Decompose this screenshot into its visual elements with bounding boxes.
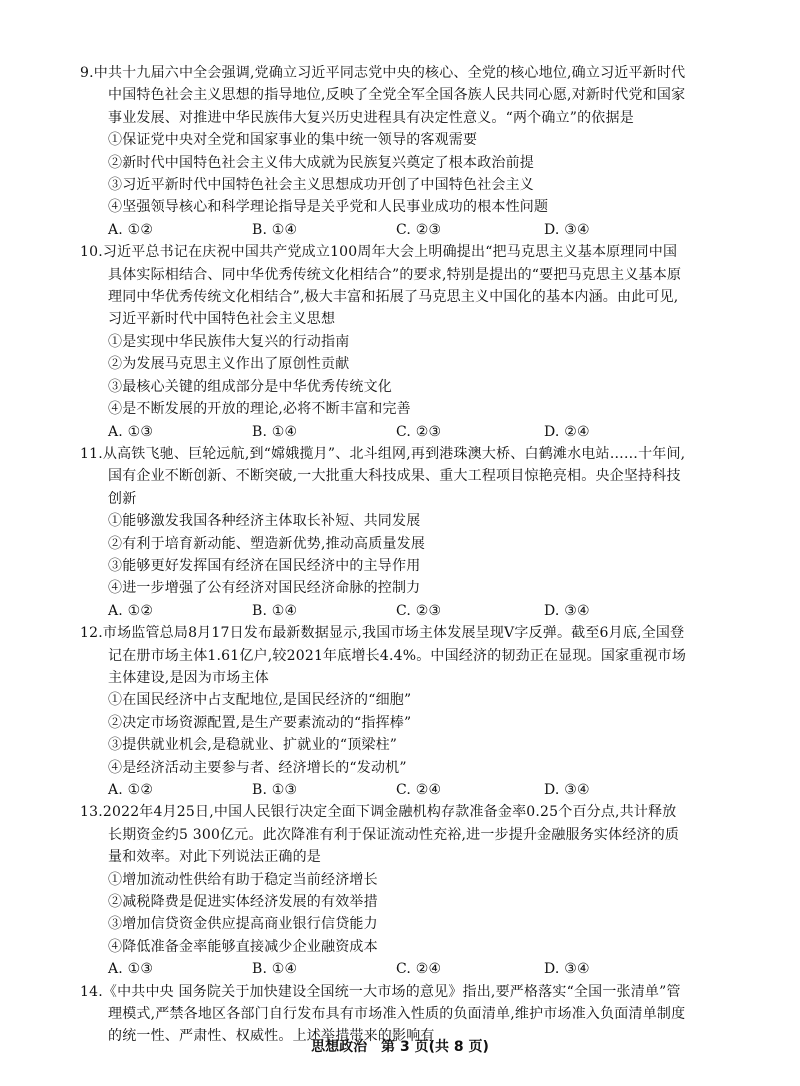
- choice-b: B. ①④: [252, 602, 298, 619]
- choice-a: A. ①③: [108, 423, 154, 440]
- answer-choices: [108, 421, 690, 443]
- option-2: ②决定市场资源配置,是生产要素流动的“指挥棒”: [108, 714, 412, 731]
- option-2: ②为发展马克思主义作出了原创性贡献: [108, 356, 350, 373]
- option-1: ①保证党中央对全党和国家事业的集中统一领导的客观需要: [108, 132, 478, 149]
- question-stem: [80, 443, 690, 510]
- option-3: ③习近平新时代中国特色社会主义思想成功开创了中国特色社会主义: [108, 177, 534, 194]
- question-text: 中共十九届六中全会强调,党确立习近平同志党中央的核心、全党的核心地位,确立习近平新时代中国特色社会主义思想的指导地位,反映了全党全军全国各族人民共同心愿,对新时代党和国家事业发展、对推进中华民族伟大复兴历史进程具有决定性意义。“两个确立”的依据是: [93, 65, 686, 126]
- choice-b: B. ①④: [252, 423, 298, 440]
- question-text: 市场监管总局8月17日发布最新数据显示,我国市场主体发展呈现V字反弹。截至6月底,全国登记在册市场主体1.61亿户,较2021年底增长4.4%。中国经济的韧劲正在显现。国家重视市场主体建设,是因为市场主体: [102, 625, 687, 686]
- option-1: ①能够激发我国各种经济主体取长补短、共同发展: [108, 513, 421, 530]
- option-2: ②有利于培育新动能、塑造新优势,推动高质量发展: [108, 535, 426, 552]
- question-text: 习近平总书记在庆祝中国共产党成立100周年大会上明确提出“把马克思主义基本原理同中国具体实际相结合、同中华优秀传统文化相结合”的要求,特别是提出的“要把马克思主义基本原理同中华优秀传统文化相结合”,极大丰富和拓展了马克思主义中国化的基本内涵。由此可见,习近平新时代中国特色社会主义思想: [102, 244, 682, 328]
- question-10: [80, 241, 690, 443]
- option-4: ④进一步增强了公有经济对国民经济命脉的控制力: [108, 580, 421, 597]
- question-13: [80, 801, 690, 980]
- choice-a: A. ①②: [108, 602, 154, 619]
- choice-d: D. ③④: [544, 961, 590, 978]
- question-9: [80, 62, 690, 241]
- option-3: ③最核心关键的组成部分是中华优秀传统文化: [108, 378, 392, 395]
- page-footer: 思想政治 第 3 页(共 8 页): [311, 1039, 489, 1055]
- choice-d: D. ③④: [544, 782, 590, 798]
- option-4: ④降低准备金率能够直接减少企业融资成本: [108, 938, 378, 955]
- question-11: [80, 443, 690, 622]
- option-1: ①增加流动性供给有助于稳定当前经济增长: [108, 871, 378, 888]
- choice-d: D. ③④: [544, 602, 590, 619]
- answer-choices: [108, 958, 690, 980]
- option-1: ①是实现中华民族伟大复兴的行动指南: [108, 333, 350, 350]
- question-12: [80, 622, 690, 801]
- choice-b: B. ①③: [252, 782, 298, 798]
- choice-c: C. ②③: [396, 602, 442, 619]
- question-number: 10.: [80, 244, 103, 261]
- option-2: ②新时代中国特色社会主义伟大成就为民族复兴奠定了根本政治前提: [108, 154, 534, 171]
- answer-choices: [108, 600, 690, 622]
- option-4: ④是不断发展的开放的理论,必将不断丰富和完善: [108, 401, 411, 418]
- choice-c: C. ②④: [396, 782, 442, 798]
- question-number: 11.: [80, 445, 103, 462]
- question-stem: [80, 801, 690, 868]
- choice-b: B. ①④: [252, 221, 298, 238]
- option-4: ④是经济活动主要参与者、经济增长的“发动机”: [108, 759, 407, 776]
- question-stem: [80, 62, 690, 129]
- question-stem: [80, 622, 690, 689]
- question-text: 2022年4月25日,中国人民银行决定全面下调金融机构存款准备金率0.25个百分点,共计释放长期资金约5 300亿元。此次降准有利于保证流动性充裕,进一步提升金融服务实体经济的质量和效率。对此下列说法正确的是: [102, 804, 680, 866]
- option-3: ③能够更好发挥国有经济在国民经济中的主导作用: [108, 557, 421, 574]
- choice-c: C. ②④: [396, 961, 442, 978]
- answer-choices: [108, 219, 690, 241]
- choice-a: A. ①③: [108, 961, 154, 978]
- question-text: 从高铁飞驰、巨轮远航,到“嫦娥揽月”、北斗组网,再到港珠澳大桥、白鹤滩水电站……十年间,国有企业不断创新、不断突破,一大批重大科技成果、重大工程项目惊艳亮相。央企坚持科技创新: [102, 445, 686, 507]
- question-number: 12.: [80, 625, 103, 642]
- option-1: ①在国民经济中占支配地位,是国民经济的“细胞”: [108, 692, 412, 709]
- question-stem: [80, 241, 690, 331]
- question-number: 9.: [80, 65, 94, 81]
- choice-a: A. ①②: [108, 782, 154, 798]
- question-list: [80, 62, 690, 1048]
- choice-a: A. ①②: [108, 221, 154, 238]
- option-2: ②减税降费是促进实体经济发展的有效举措: [108, 894, 378, 911]
- question-number: 13.: [80, 804, 103, 821]
- question-number: 14.: [80, 983, 103, 1000]
- choice-d: D. ②④: [544, 423, 590, 440]
- choice-b: B. ①④: [252, 961, 298, 978]
- choice-d: D. ③④: [544, 221, 590, 238]
- option-4: ④坚强领导核心和科学理论指导是关乎党和人民事业成功的根本性问题: [108, 199, 549, 216]
- question-text: 《中共中央 国务院关于加快建设全国统一大市场的意见》指出,要严格落实“全国一张清单”管理模式,严禁各地区各部门自行发布具有市场准入性质的负面清单,维护市场准入负面清单制度的统一性、严肃性、权威性。上述举措带来的影响有: [102, 983, 686, 1045]
- option-3: ③提供就业机会,是稳就业、扩就业的“顶梁柱”: [108, 737, 398, 754]
- answer-choices: [108, 779, 690, 801]
- option-3: ③增加信贷资金供应提高商业银行信贷能力: [108, 916, 378, 933]
- choice-c: C. ②③: [396, 423, 442, 440]
- choice-c: C. ②③: [396, 221, 442, 238]
